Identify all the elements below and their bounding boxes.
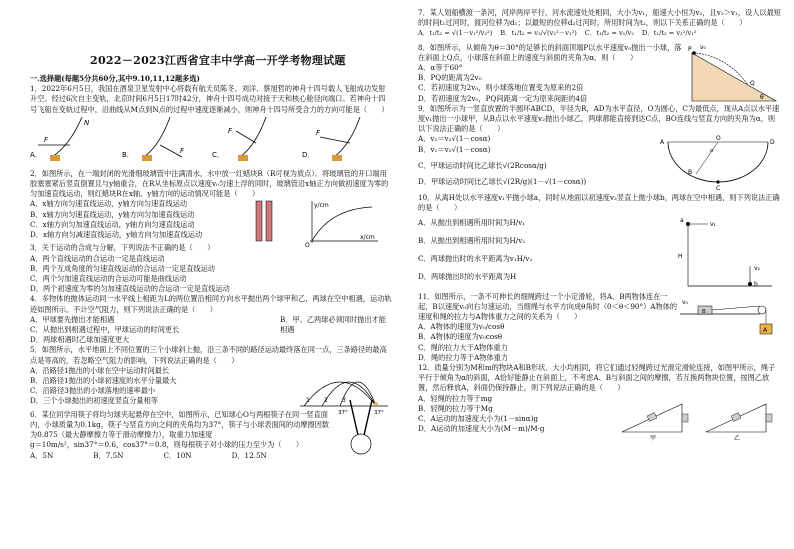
svg-text:甲: 甲 (650, 434, 657, 442)
svg-text:B．: B． (122, 150, 134, 159)
svg-text:B: B (688, 169, 693, 177)
question-5-text: 5．如图所示，水平地面上不同位置的三个小球斜上抛，沿三条不同的路径运动最终落在同一点，三条路径的最高点是等高的，若忽略空气阻力的影响，下列说法正确的是（ ） (30, 345, 387, 365)
q5-option-d: D．三个小球抛出的初速度竖直分量相等 (30, 396, 158, 406)
question-7-text: 7．某人划船横渡一条河，河岸两岸平行，河水流速处处相同，大小为v₁，船速大小恒为v₂，且v₂＞v₁，设人以最短的时间t₁过河时，渡河位移为d₁；以最短的位移d₂过河时，所用时间为t₂，则以下关系正确的是（ ） (418, 8, 781, 28)
svg-text:37°: 37° (338, 409, 348, 416)
q9-option-b: B．v₁＝v₂√(1－cosα) (418, 144, 491, 154)
page-title: 2022－2023江西省宜丰中学高一开学考物理试题 (90, 54, 346, 67)
q11-option-a: A．A物体的速度为v₀/cosθ (418, 322, 505, 332)
question-11-text: 11．如图所示，一条不可伸长的细绳跨过一个小定滑轮，将A、B两物体连在一起，B以速度v₀向右匀速运动，当细绳与水平方向成θ角时（0＜θ＜90°）A物体的速度和绳的拉力与A物体重力之间的关系为（ ） (418, 291, 678, 322)
q5-option-a: A．沿路径1抛出的小球在空中运动时间最长 (30, 365, 170, 375)
q11-option-d: D．绳的拉力等于A物体重力 (418, 352, 509, 362)
q4-option-a: A．甲球要先抛出才能相遇 (30, 314, 115, 324)
svg-text:F: F (316, 128, 321, 137)
svg-text:B: B (702, 308, 706, 315)
svg-text:N: N (84, 118, 90, 127)
q8-option-c: C．若初速度为2v₀，则小球落地位置变为原来的2倍 (418, 83, 584, 93)
q1-option-a (30, 117, 90, 161)
question-8-body (418, 43, 782, 104)
svg-text:O: O (716, 135, 721, 143)
q7-option-d: D．t₁/t₂ = v₂²/v₁² (641, 29, 697, 38)
q4-option-d: D．两球相遇时乙球加速度更大 (30, 335, 130, 345)
q6-option-b: B．7.5N (93, 450, 124, 460)
svg-text:D．: D． (302, 150, 315, 159)
q5-option-b: B．沿路径1抛出的小球初速度的水平分量最大 (30, 376, 177, 386)
q4-option-c: C．从抛出到相遇过程中，甲球运动的时间更长 (30, 325, 180, 335)
question-11-body (418, 292, 782, 363)
q6-option-d: D．12.5N (231, 450, 267, 460)
q1-options-figure (30, 115, 392, 169)
svg-text:A: A (763, 326, 768, 334)
question-6-text: 6．某位同学用筷子将均匀球夹起悬停在空中，如图所示，已知球心O与两根筷子在同一竖直面内，小球质量为0.1kg，筷子与竖直方向之间的夹角均为37°，筷子与小球表面间的动摩擦因数为0.875（最大静摩擦力等于滑动摩擦力），取重力加速度 (30, 409, 330, 440)
svg-text:v₀: v₀ (700, 43, 706, 51)
q12-option-a: A．轻绳的拉力等于mg (418, 393, 493, 403)
question-10-body (418, 214, 782, 292)
svg-text:A: A (660, 139, 665, 147)
svg-text:x/cm: x/cm (360, 234, 375, 242)
question-12-body (418, 394, 782, 440)
svg-text:b: b (754, 280, 758, 288)
q7-option-b: B．t₁/t₂ = v₂/√(v₂²－v₁²) (500, 29, 577, 38)
left-column (30, 8, 392, 461)
question-6-text-2: g＝10m/s²，sin37°＝0.6，cos37°＝0.8，则每根筷子对小球的压力至少为（ ） (30, 440, 304, 450)
q10-figure (668, 214, 778, 292)
q12-option-b: B．轻绳的拉力等于Mg (418, 403, 493, 413)
q7-option-a: A．t₁/t₂ = √(1－v₁²/v₂²) (418, 29, 493, 38)
q9-option-a: A．v₁＝v₂√(1－cosα) (418, 134, 491, 144)
q2-option-c: C．x轴方向匀加速直线运动，y轴方向匀速直线运动 (30, 219, 195, 229)
svg-text:37°: 37° (374, 409, 384, 416)
q2-figure (250, 199, 390, 250)
q3-option-b: B．两个互成角度的匀速直线运动的合运动一定是直线运动 (30, 263, 215, 273)
question-6-body (30, 410, 392, 461)
question-9-body (418, 134, 782, 193)
q7-option-c: C．t₁/t₂ = v₁/v₂ (584, 29, 634, 38)
svg-text:A．: A． (30, 150, 42, 159)
svg-text:v₀: v₀ (682, 298, 688, 306)
q7-options (418, 28, 782, 38)
question-4-body (30, 315, 392, 346)
q2-option-d: D．x轴方向匀减速直线运动，y轴方向匀加速直线运动 (30, 230, 203, 240)
svg-text:D: D (770, 139, 775, 147)
q3-option-a: A．两个直线运动的合运动一定是直线运动 (30, 253, 165, 263)
q1-option-c (212, 117, 266, 161)
svg-text:C: C (716, 185, 721, 193)
q9-option-c: C．甲球运动时间比乙球长√(2Rcosα/g) (418, 160, 547, 170)
q6-options (30, 451, 330, 461)
q1-option-d (302, 117, 360, 161)
svg-text:v₂: v₂ (754, 264, 760, 272)
question-12-text: 12．质量分别为M和m的物块A和B形状、大小均相同，将它们通过轻绳跨过光滑定滑轮连接，如图甲所示，绳子平行于倾角为α的斜面，A恰好能静止在斜面上，不考虑A、B与斜面之间的摩擦，若互换两物块位置，按图乙放置，然后释放A，斜面仍保持静止，则下列说法正确的是（ ） (418, 363, 776, 393)
q10-option-a: A．从抛出到相遇所用时间为H/v₁ (418, 217, 526, 227)
q9-option-d: D．甲球运动时间比乙球长√(2R/g)(1－√(1－cosα)) (418, 177, 587, 187)
q5-option-c: C．沿路径3抛出的小球落地的速率最小 (30, 386, 156, 396)
q8-option-a: A．α等于60° (418, 63, 463, 73)
svg-text:θ: θ (760, 93, 764, 101)
svg-text:a: a (680, 216, 684, 224)
svg-text:F: F (180, 146, 185, 155)
question-9-text: 9．如图所示为一竖直放置的半圆环ABCD，半径为R，AD为水平直径，O为圆心，C为最低点，现从A点以水平速度v₁抛出一小球甲，从B点以水平速度v₂抛出小球乙，两球都能直接到达C点，BO连线与竖直方向的夹角为α，则以下说法正确的是（ ） (418, 103, 780, 134)
question-3-text: 3．关于运动的合成与分解，下列说法不正确的是（ ） (30, 243, 215, 253)
svg-text:H: H (678, 252, 683, 260)
svg-text:y/cm: y/cm (314, 202, 329, 210)
svg-text:1: 1 (306, 396, 310, 404)
q9-figure (658, 134, 778, 193)
svg-text:3: 3 (342, 396, 346, 404)
q8-option-d: D．若初速度为2v₀，PQ间距离一定为原来间距的4倍 (418, 93, 588, 103)
q6-figure (330, 400, 390, 456)
svg-text:F: F (44, 135, 49, 144)
q12-option-c: C．A运动的加速度大小为(1－sinα)g (418, 414, 539, 424)
q11-option-c: C．绳的拉力大于A物体重力 (418, 342, 508, 352)
q2-option-b: B．x轴方向匀速直线运动，y轴方向匀加速直线运动 (30, 209, 195, 219)
q8-figure (688, 43, 780, 103)
q11-option-b: B．A物体的速度为v₀cosθ (418, 332, 503, 342)
svg-text:α: α (710, 148, 714, 155)
question-1-text: 1．2022年6月5日，我国在酒泉卫星发射中心将载有航天员陈冬、刘洋、蔡旭哲的神舟十四号载人飞船成功发射升空。经过6次自主变轨，北京时间6月5日17时42分，神舟十四号成功对接于天和核心舱径向端口。若神舟十四号飞船在变轨过程中，沿曲线从M点到N点的过程中速度逐渐减小，则神舟十四号所受合力的方向可能是（ ） (30, 84, 389, 114)
svg-text:C．: C． (212, 150, 224, 159)
svg-text:乙: 乙 (734, 434, 741, 442)
q10-option-c: C．两球抛出时的水平距离为v₁H/v₂ (418, 254, 533, 264)
svg-text:Q: Q (750, 79, 755, 87)
question-4-text: 4．多物体的抛体运动同一水平线上相距为L的两位置沿相同方向水平抛出两个球甲和乙，两球在空中相遇，运动轨迹如图所示。不计空气阻力，则下列说法正确的是（ ） (30, 294, 392, 314)
q6-option-c: C．10N (163, 450, 192, 460)
section-heading: 一.选择题(每题5分共60分,其中9.10,11,12题多选) (30, 74, 200, 83)
q4-option-b: B．甲、乙两球必须同时抛出才能相遇 (280, 314, 386, 335)
question-2-text: 2．如图所示，在一端封闭的光滑细玻璃管中注满清水，水中放一红蜡块R（R可视为质点）。将玻璃管的开口端用胶塞塞紧后竖直倒置且与y轴重合，在R从坐标原点以速度v₀匀速上浮的同时，玻璃管沿x轴正方向做初速度为零的匀加速直线运动，则红蜡块R在x轴、y轴方向的运动情况可能是（ ） (30, 168, 389, 199)
q10-option-d: D．两球抛出时的水平距离为H (418, 272, 517, 282)
svg-text:F: F (228, 126, 233, 135)
question-10-text: 10．从离H处以水平速度v₁平抛小球a，同时从地面以初速度v₂竖直上抛小球b，两球在空中相遇，则下列说法正确的是（ ） (418, 193, 780, 213)
q1-option-b (122, 117, 185, 161)
question-8-text: 8．如图所示，从倾角为θ＝30°的足够长的斜面顶端P以水平速度v₀抛出一小球，落在斜面上Q点，小球落在斜面上的速度与斜面的夹角为α，则（ ） (418, 42, 682, 62)
q10-option-b: B．从抛出到相遇所用时间为H/v₂ (418, 235, 526, 245)
q3-option-d: D．两个初速度为零的匀加速直线运动的合运动一定是直线运动 (30, 284, 230, 294)
q2-option-a: A．x轴方向匀速直线运动，y轴方向匀速直线运动 (30, 199, 188, 209)
q3-option-c: C．两个匀加速直线运动的合运动可能是曲线运动 (30, 274, 187, 284)
svg-text:v₁: v₁ (710, 220, 716, 228)
question-1-figures (30, 115, 392, 169)
svg-text:P: P (688, 45, 692, 53)
q11-figure (678, 292, 778, 338)
q12-figure (618, 394, 778, 440)
q12-option-d: D．A运动的加速度大小为(M－m)/M·g (418, 424, 545, 434)
q8-option-b: B．PQ的距离为2v₀ (418, 73, 482, 83)
right-column (418, 8, 782, 440)
q6-option-a: A．5N (30, 450, 54, 460)
svg-text:2: 2 (324, 396, 328, 404)
svg-text:O: O (305, 242, 310, 250)
